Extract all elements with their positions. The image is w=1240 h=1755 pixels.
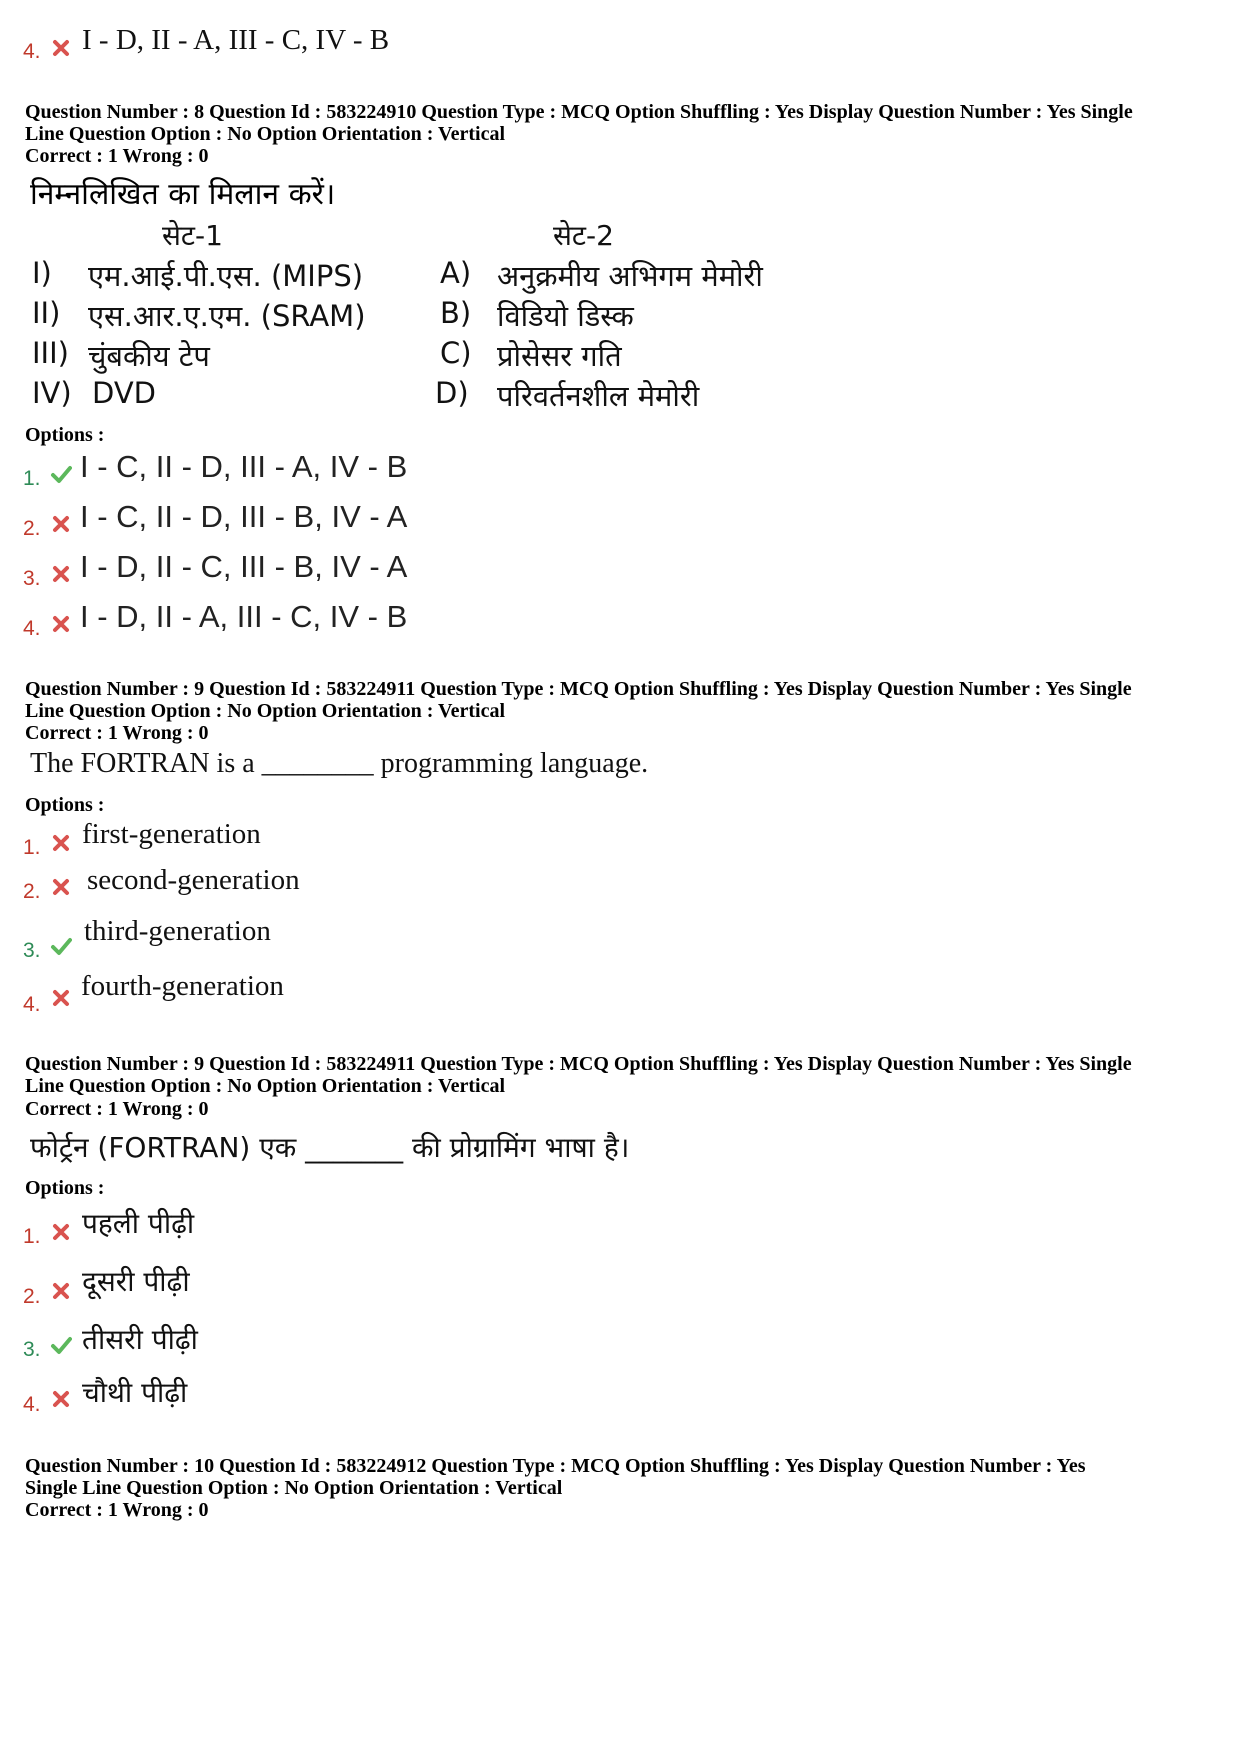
left-key: III) <box>32 336 69 370</box>
option-number: 2. <box>23 517 41 540</box>
options-label: Options : <box>25 794 105 816</box>
cross-icon <box>50 1221 72 1243</box>
right-text: परिवर्तनशील मेमोरी <box>497 379 700 413</box>
option-number: 4. <box>23 993 41 1016</box>
meta-line-1: Question Number : 9 Question Id : 583224911 Question Type : MCQ Option Shuffling : Yes Display Question Number : Yes Single <box>25 678 1132 700</box>
option-number: 3. <box>23 939 41 962</box>
question-meta <box>25 101 1220 145</box>
option-text: I - C, II - D, III - A, IV - B <box>80 449 408 484</box>
right-text: प्रोसेसर गति <box>497 339 622 373</box>
right-text: विडियो डिस्क <box>497 299 634 333</box>
meta-line-2: Line Question Option : No Option Orientation : Vertical <box>25 1075 506 1097</box>
right-text: अनुक्रमीय अभिगम मेमोरी <box>497 259 763 293</box>
options-label: Options : <box>25 424 105 446</box>
correct-wrong: Correct : 1 Wrong : 0 <box>25 1098 209 1120</box>
option-number: 2. <box>23 880 41 903</box>
question-prompt: निम्नलिखित का मिलान करें। <box>30 177 336 212</box>
option-text: दूसरी पीढ़ी <box>82 1265 190 1298</box>
option-number: 4. <box>23 40 41 63</box>
option-number: 1. <box>23 1225 41 1248</box>
cross-icon <box>50 876 72 898</box>
question-meta <box>25 678 1220 722</box>
left-key: II) <box>32 296 61 330</box>
option-number: 3. <box>23 1338 41 1361</box>
right-key: A) <box>440 256 472 290</box>
check-icon <box>50 463 72 485</box>
option-text: पहली पीढ़ी <box>82 1207 195 1240</box>
correct-wrong: Correct : 1 Wrong : 0 <box>25 722 209 744</box>
left-text: एम.आई.पी.एस. (MIPS) <box>88 259 364 293</box>
cross-icon <box>50 1280 72 1302</box>
question-prompt: The FORTRAN is a ________ programming language. <box>30 748 649 779</box>
option-number: 4. <box>23 617 41 640</box>
option-text: third-generation <box>84 915 271 947</box>
option-text: I - D, II - A, III - C, IV - B <box>80 599 408 634</box>
cross-icon <box>50 37 72 59</box>
meta-line-2: Single Line Question Option : No Option Orientation : Vertical <box>25 1477 563 1499</box>
right-key: D) <box>435 376 469 410</box>
question-meta <box>25 1455 1220 1499</box>
option-number: 1. <box>23 836 41 859</box>
options-label: Options : <box>25 1177 105 1199</box>
meta-line-1: Question Number : 9 Question Id : 583224911 Question Type : MCQ Option Shuffling : Yes Display Question Number : Yes Single <box>25 1053 1132 1075</box>
option-number: 1. <box>23 467 41 490</box>
question-meta <box>25 1053 1220 1097</box>
option-number: 3. <box>23 567 41 590</box>
right-key: C) <box>440 336 472 370</box>
cross-icon <box>50 563 72 585</box>
left-key: IV) <box>32 376 72 410</box>
option-text: second-generation <box>87 864 300 896</box>
meta-line-1: Question Number : 10 Question Id : 583224912 Question Type : MCQ Option Shuffling : Yes Display Question Number : Yes <box>25 1455 1086 1477</box>
meta-line-2: Line Question Option : No Option Orientation : Vertical <box>25 700 506 722</box>
left-text: DVD <box>92 376 156 410</box>
option-text: चौथी पीढ़ी <box>82 1376 188 1409</box>
left-key: I) <box>32 256 52 290</box>
set2-title: सेट-2 <box>553 219 614 252</box>
cross-icon <box>50 987 72 1009</box>
option-text: fourth-generation <box>81 970 284 1002</box>
check-icon <box>50 1334 72 1356</box>
set1-title: सेट-1 <box>162 219 223 252</box>
cross-icon <box>50 513 72 535</box>
option-text: first-generation <box>82 818 261 850</box>
option-text: I - D, II - A, III - C, IV - B <box>82 24 390 56</box>
question-prompt: फोर्ट्रन (FORTRAN) एक _______ की प्रोग्रामिंग भाषा है। <box>30 1131 630 1164</box>
check-icon <box>50 935 72 957</box>
option-text: I - D, II - C, III - B, IV - A <box>80 549 408 584</box>
left-text: चुंबकीय टेप <box>88 339 210 373</box>
option-number: 4. <box>23 1393 41 1416</box>
meta-line-2: Line Question Option : No Option Orientation : Vertical <box>25 123 506 145</box>
option-text: I - C, II - D, III - B, IV - A <box>80 499 408 534</box>
cross-icon <box>50 613 72 635</box>
correct-wrong: Correct : 1 Wrong : 0 <box>25 1499 209 1521</box>
cross-icon <box>50 832 72 854</box>
option-text: तीसरी पीढ़ी <box>82 1323 198 1356</box>
correct-wrong: Correct : 1 Wrong : 0 <box>25 145 209 167</box>
cross-icon <box>50 1388 72 1410</box>
meta-line-1: Question Number : 8 Question Id : 583224910 Question Type : MCQ Option Shuffling : Yes Display Question Number : Yes Single <box>25 101 1133 123</box>
left-text: एस.आर.ए.एम. (SRAM) <box>88 299 366 333</box>
right-key: B) <box>440 296 472 330</box>
option-number: 2. <box>23 1285 41 1308</box>
